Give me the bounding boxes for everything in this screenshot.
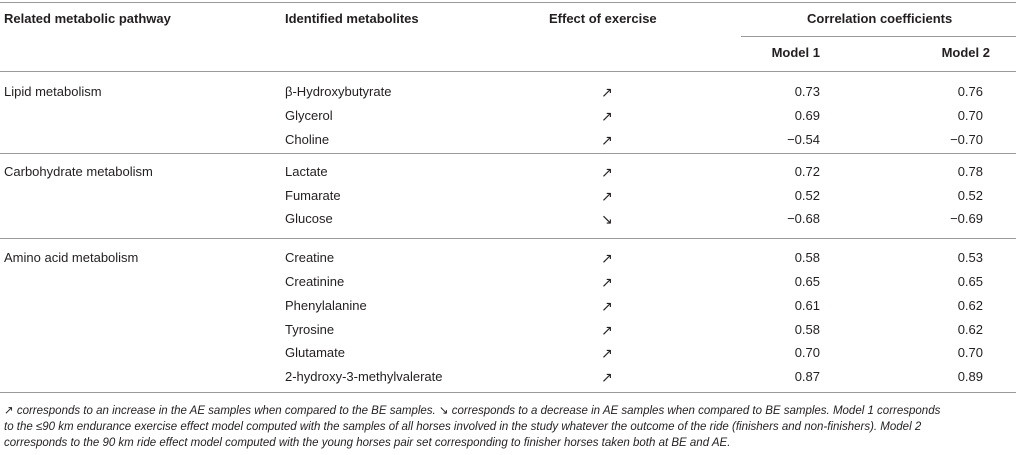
footnote-line: corresponds to the 90 km ride effect model computed with the young horses pair set corresponding to finisher horses taken both at BE and AE.	[4, 437, 731, 449]
metabolite-name: Phenylalanine	[285, 298, 367, 313]
metabolite-name: Tyrosine	[285, 322, 335, 337]
model2-value: 0.53	[957, 250, 983, 265]
model1-value: 0.58	[794, 250, 820, 265]
decrease-arrow-icon: ↘	[601, 211, 613, 227]
header-correlation: Correlation coefficients	[807, 11, 953, 26]
model2-value: 0.78	[957, 164, 983, 179]
model1-value: −0.68	[787, 211, 820, 226]
model2-value: 0.70	[957, 108, 983, 123]
pathway-carbohydrate: Carbohydrate metabolism	[4, 164, 153, 179]
metabolite-name: β-Hydroxybutyrate	[285, 84, 392, 99]
model1-value: 0.69	[794, 108, 820, 123]
increase-arrow-icon: ↗	[601, 250, 613, 266]
header-model1: Model 1	[771, 45, 820, 60]
model2-value: 0.52	[957, 188, 983, 203]
model1-value: 0.52	[794, 188, 820, 203]
metabolite-name: Fumarate	[285, 188, 341, 203]
model1-value: 0.87	[794, 369, 820, 384]
metabolite-name: 2-hydroxy-3-methylvalerate	[285, 369, 443, 384]
model1-value: 0.73	[794, 84, 820, 99]
increase-arrow-icon: ↗	[601, 84, 613, 100]
model2-value: 0.62	[957, 322, 983, 337]
model2-value: −0.70	[950, 132, 983, 147]
increase-arrow-icon: ↗	[601, 322, 613, 338]
metabolite-name: Creatine	[285, 250, 335, 265]
table-top-rule	[0, 2, 1016, 3]
model2-value: −0.69	[950, 211, 983, 226]
model1-value: 0.72	[794, 164, 820, 179]
model2-value: 0.65	[957, 274, 983, 289]
table-footnote	[4, 403, 1014, 451]
header-pathway: Related metabolic pathway	[4, 11, 171, 26]
increase-arrow-icon: ↗	[601, 164, 613, 180]
footnote-line: ↗ corresponds to an increase in the AE samples when compared to the BE samples. ↘ corresponds to a decrease in AE samples when compared to BE samples. Model 1 corresponds	[4, 405, 941, 417]
model1-value: 0.70	[794, 345, 820, 360]
model2-value: 0.89	[957, 369, 983, 384]
increase-arrow-icon: ↗	[601, 274, 613, 290]
header-sub-rule	[741, 36, 1016, 37]
footnote-line: to the ≤90 km endurance exercise effect model computed with the samples of all horses involved in the study whatever the outcome of the ride (finishers and non-finishers). Model 2	[4, 421, 922, 433]
metabolite-name: Creatinine	[285, 274, 345, 289]
increase-arrow-icon: ↗	[601, 132, 613, 148]
model1-value: 0.65	[794, 274, 820, 289]
table-bottom-rule	[0, 392, 1016, 393]
header-effect: Effect of exercise	[549, 11, 657, 26]
metabolite-name: Glucose	[285, 211, 333, 226]
metabolite-name: Lactate	[285, 164, 328, 179]
group-divider	[0, 238, 1016, 239]
model1-value: 0.61	[794, 298, 820, 313]
model1-value: 0.58	[794, 322, 820, 337]
increase-arrow-icon: ↗	[601, 188, 613, 204]
metabolite-name: Choline	[285, 132, 330, 147]
model2-value: 0.76	[957, 84, 983, 99]
header-metabolites: Identified metabolites	[285, 11, 419, 26]
model1-value: −0.54	[787, 132, 820, 147]
model2-value: 0.62	[957, 298, 983, 313]
increase-arrow-icon: ↗	[601, 345, 613, 361]
group-divider	[0, 153, 1016, 154]
increase-arrow-icon: ↗	[601, 369, 613, 385]
increase-arrow-icon: ↗	[601, 298, 613, 314]
metabolite-name: Glycerol	[285, 108, 333, 123]
header-bottom-rule	[0, 71, 1016, 72]
increase-arrow-icon: ↗	[601, 108, 613, 124]
metabolite-name: Glutamate	[285, 345, 345, 360]
pathway-amino-acid: Amino acid metabolism	[4, 250, 139, 265]
model2-value: 0.70	[957, 345, 983, 360]
header-model2: Model 2	[941, 45, 990, 60]
pathway-lipid: Lipid metabolism	[4, 84, 102, 99]
